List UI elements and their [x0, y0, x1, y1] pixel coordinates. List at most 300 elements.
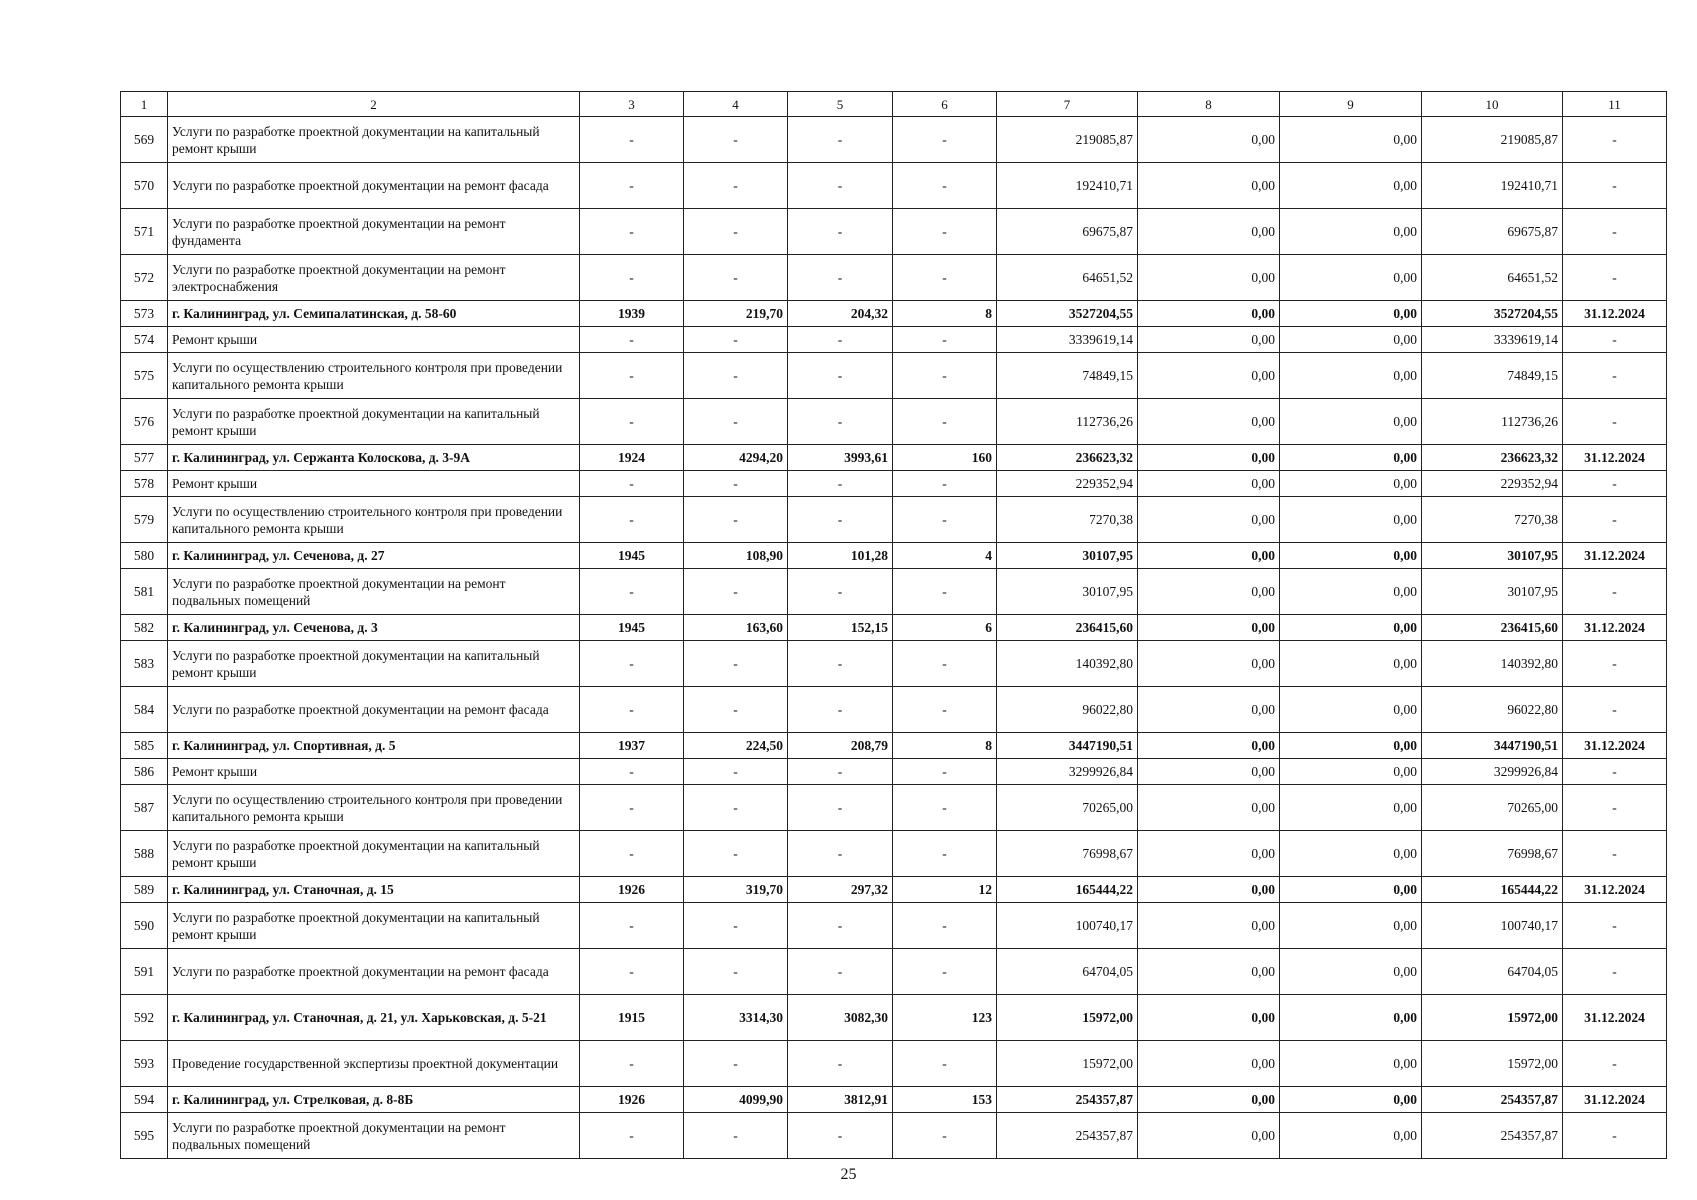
row-number: 569 — [121, 117, 168, 163]
cell-area-living: 101,28 — [788, 543, 893, 569]
cell-own-cost: 15972,00 — [1422, 995, 1563, 1041]
cell-fund-cost: 0,00 — [1138, 877, 1280, 903]
column-number: 6 — [893, 92, 997, 117]
work-name: Услуги по разработке проектной документации на капитальный ремонт крыши — [168, 117, 580, 163]
cell-area-total: - — [684, 399, 788, 445]
cell-budget-cost: 0,00 — [1280, 327, 1422, 353]
row-number: 573 — [121, 301, 168, 327]
cell-total-cost: 3447190,51 — [997, 733, 1138, 759]
cell-residents: - — [893, 949, 997, 995]
work-row — [121, 471, 1667, 497]
cell-residents: - — [893, 163, 997, 209]
address-row — [121, 543, 1667, 569]
cell-budget-cost: 0,00 — [1280, 733, 1422, 759]
cell-area-total: 4099,90 — [684, 1087, 788, 1113]
cell-deadline: 31.12.2024 — [1563, 995, 1667, 1041]
cell-own-cost: 100740,17 — [1422, 903, 1563, 949]
cell-deadline: 31.12.2024 — [1563, 445, 1667, 471]
cell-total-cost: 3299926,84 — [997, 759, 1138, 785]
row-number: 586 — [121, 759, 168, 785]
cell-residents: - — [893, 1113, 997, 1159]
work-name: Услуги по разработке проектной документации на капитальный ремонт крыши — [168, 399, 580, 445]
cell-own-cost: 70265,00 — [1422, 785, 1563, 831]
cell-deadline: - — [1563, 785, 1667, 831]
cell-residents: 160 — [893, 445, 997, 471]
cell-total-cost: 236415,60 — [997, 615, 1138, 641]
cell-fund-cost: 0,00 — [1138, 399, 1280, 445]
row-number: 575 — [121, 353, 168, 399]
cell-deadline: 31.12.2024 — [1563, 877, 1667, 903]
cell-year: - — [580, 1041, 684, 1087]
column-number: 3 — [580, 92, 684, 117]
cell-total-cost: 192410,71 — [997, 163, 1138, 209]
cell-area-living: 204,32 — [788, 301, 893, 327]
cell-year: - — [580, 641, 684, 687]
work-row — [121, 949, 1667, 995]
cell-fund-cost: 0,00 — [1138, 163, 1280, 209]
work-name: Ремонт крыши — [168, 759, 580, 785]
cell-fund-cost: 0,00 — [1138, 687, 1280, 733]
cell-area-living: - — [788, 785, 893, 831]
cell-area-living: - — [788, 471, 893, 497]
column-number: 1 — [121, 92, 168, 117]
cell-area-total: 219,70 — [684, 301, 788, 327]
cell-budget-cost: 0,00 — [1280, 569, 1422, 615]
cell-area-total: 4294,20 — [684, 445, 788, 471]
cell-budget-cost: 0,00 — [1280, 831, 1422, 877]
cell-residents: 123 — [893, 995, 997, 1041]
work-name: Услуги по разработке проектной документации на капитальный ремонт крыши — [168, 641, 580, 687]
cell-total-cost: 7270,38 — [997, 497, 1138, 543]
work-row — [121, 641, 1667, 687]
cell-year: 1915 — [580, 995, 684, 1041]
work-row — [121, 831, 1667, 877]
cell-year: - — [580, 949, 684, 995]
cell-fund-cost: 0,00 — [1138, 785, 1280, 831]
cell-total-cost: 236623,32 — [997, 445, 1138, 471]
cell-year: - — [580, 471, 684, 497]
cell-total-cost: 140392,80 — [997, 641, 1138, 687]
work-row — [121, 759, 1667, 785]
cell-fund-cost: 0,00 — [1138, 445, 1280, 471]
cell-deadline: - — [1563, 163, 1667, 209]
cell-own-cost: 64651,52 — [1422, 255, 1563, 301]
cell-area-total: - — [684, 497, 788, 543]
cell-deadline: - — [1563, 399, 1667, 445]
cell-year: - — [580, 569, 684, 615]
cell-own-cost: 192410,71 — [1422, 163, 1563, 209]
cell-deadline: 31.12.2024 — [1563, 615, 1667, 641]
cell-year: - — [580, 785, 684, 831]
work-row — [121, 687, 1667, 733]
address-row — [121, 615, 1667, 641]
cell-total-cost: 30107,95 — [997, 543, 1138, 569]
cell-total-cost: 100740,17 — [997, 903, 1138, 949]
cell-residents: 6 — [893, 615, 997, 641]
work-row — [121, 255, 1667, 301]
cell-budget-cost: 0,00 — [1280, 497, 1422, 543]
work-name: Услуги по разработке проектной документации на ремонт подвальных помещений — [168, 569, 580, 615]
table-body — [121, 92, 1667, 1159]
cell-year: - — [580, 903, 684, 949]
work-name: Ремонт крыши — [168, 471, 580, 497]
cell-area-living: - — [788, 255, 893, 301]
cell-area-total: - — [684, 353, 788, 399]
cell-own-cost: 236623,32 — [1422, 445, 1563, 471]
work-row — [121, 327, 1667, 353]
cell-own-cost: 15972,00 — [1422, 1041, 1563, 1087]
work-row — [121, 569, 1667, 615]
cell-area-total: - — [684, 641, 788, 687]
row-number: 593 — [121, 1041, 168, 1087]
cell-residents: - — [893, 209, 997, 255]
cell-total-cost: 3339619,14 — [997, 327, 1138, 353]
cell-area-total: - — [684, 759, 788, 785]
cell-deadline: - — [1563, 1113, 1667, 1159]
cell-area-living: - — [788, 831, 893, 877]
row-number: 574 — [121, 327, 168, 353]
cell-area-total: 224,50 — [684, 733, 788, 759]
work-name: Услуги по разработке проектной документации на ремонт фасада — [168, 163, 580, 209]
cell-own-cost: 69675,87 — [1422, 209, 1563, 255]
cell-area-living: - — [788, 163, 893, 209]
row-number: 579 — [121, 497, 168, 543]
cell-residents: - — [893, 117, 997, 163]
cell-area-living: - — [788, 497, 893, 543]
row-number: 585 — [121, 733, 168, 759]
row-number: 589 — [121, 877, 168, 903]
work-row — [121, 117, 1667, 163]
address-name: г. Калининград, ул. Спортивная, д. 5 — [168, 733, 580, 759]
cell-year: - — [580, 759, 684, 785]
work-name: Услуги по разработке проектной документации на капитальный ремонт крыши — [168, 903, 580, 949]
row-number: 576 — [121, 399, 168, 445]
cell-own-cost: 3527204,55 — [1422, 301, 1563, 327]
cell-own-cost: 64704,05 — [1422, 949, 1563, 995]
cell-year: 1937 — [580, 733, 684, 759]
cell-fund-cost: 0,00 — [1138, 353, 1280, 399]
work-name: Услуги по разработке проектной документации на ремонт подвальных помещений — [168, 1113, 580, 1159]
column-number: 5 — [788, 92, 893, 117]
cell-deadline: - — [1563, 687, 1667, 733]
cell-year: - — [580, 353, 684, 399]
cell-fund-cost: 0,00 — [1138, 733, 1280, 759]
cell-total-cost: 219085,87 — [997, 117, 1138, 163]
cell-year: - — [580, 399, 684, 445]
cell-deadline: - — [1563, 209, 1667, 255]
cell-residents: - — [893, 399, 997, 445]
cell-deadline: - — [1563, 497, 1667, 543]
cell-budget-cost: 0,00 — [1280, 785, 1422, 831]
cell-total-cost: 69675,87 — [997, 209, 1138, 255]
cell-area-living: - — [788, 759, 893, 785]
cell-deadline: - — [1563, 255, 1667, 301]
column-number: 10 — [1422, 92, 1563, 117]
work-name: Услуги по разработке проектной документации на ремонт электроснабжения — [168, 255, 580, 301]
cell-total-cost: 3527204,55 — [997, 301, 1138, 327]
cell-year: 1924 — [580, 445, 684, 471]
cell-residents: 8 — [893, 733, 997, 759]
cell-own-cost: 3447190,51 — [1422, 733, 1563, 759]
column-number: 8 — [1138, 92, 1280, 117]
cell-area-living: - — [788, 641, 893, 687]
cell-area-living: 297,32 — [788, 877, 893, 903]
cell-year: - — [580, 327, 684, 353]
work-row — [121, 785, 1667, 831]
cell-residents: - — [893, 353, 997, 399]
row-number: 578 — [121, 471, 168, 497]
cell-residents: - — [893, 687, 997, 733]
cell-residents: 8 — [893, 301, 997, 327]
cell-total-cost: 15972,00 — [997, 995, 1138, 1041]
column-numbers-row — [121, 92, 1667, 117]
cell-residents: - — [893, 497, 997, 543]
cell-residents: - — [893, 1041, 997, 1087]
cell-residents: 153 — [893, 1087, 997, 1113]
address-name: г. Калининград, ул. Станочная, д. 21, ул. Харьковская, д. 5-21 — [168, 995, 580, 1041]
work-name: Услуги по разработке проектной документации на ремонт фундамента — [168, 209, 580, 255]
cell-fund-cost: 0,00 — [1138, 615, 1280, 641]
cell-total-cost: 254357,87 — [997, 1087, 1138, 1113]
cell-fund-cost: 0,00 — [1138, 327, 1280, 353]
cell-budget-cost: 0,00 — [1280, 1113, 1422, 1159]
cell-own-cost: 30107,95 — [1422, 569, 1563, 615]
address-row — [121, 445, 1667, 471]
cell-budget-cost: 0,00 — [1280, 949, 1422, 995]
cell-deadline: - — [1563, 1041, 1667, 1087]
cell-residents: - — [893, 759, 997, 785]
cell-budget-cost: 0,00 — [1280, 209, 1422, 255]
cell-budget-cost: 0,00 — [1280, 471, 1422, 497]
cell-fund-cost: 0,00 — [1138, 569, 1280, 615]
cell-area-living: - — [788, 327, 893, 353]
cell-residents: - — [893, 903, 997, 949]
address-row — [121, 995, 1667, 1041]
cell-own-cost: 140392,80 — [1422, 641, 1563, 687]
row-number: 594 — [121, 1087, 168, 1113]
cell-budget-cost: 0,00 — [1280, 163, 1422, 209]
cell-area-total: - — [684, 831, 788, 877]
work-row — [121, 1113, 1667, 1159]
cell-fund-cost: 0,00 — [1138, 209, 1280, 255]
cell-budget-cost: 0,00 — [1280, 615, 1422, 641]
cell-area-total: - — [684, 117, 788, 163]
address-name: г. Калининград, ул. Сеченова, д. 3 — [168, 615, 580, 641]
address-name: г. Калининград, ул. Сеченова, д. 27 — [168, 543, 580, 569]
cell-own-cost: 254357,87 — [1422, 1087, 1563, 1113]
cell-deadline: 31.12.2024 — [1563, 1087, 1667, 1113]
cell-fund-cost: 0,00 — [1138, 1113, 1280, 1159]
cell-area-living: - — [788, 1041, 893, 1087]
cell-residents: 12 — [893, 877, 997, 903]
address-name: г. Калининград, ул. Сержанта Колоскова, д. 3-9А — [168, 445, 580, 471]
cell-own-cost: 30107,95 — [1422, 543, 1563, 569]
cell-area-total: - — [684, 1113, 788, 1159]
cell-area-total: - — [684, 569, 788, 615]
cell-deadline: - — [1563, 327, 1667, 353]
cell-year: 1945 — [580, 543, 684, 569]
work-row — [121, 353, 1667, 399]
cell-own-cost: 112736,26 — [1422, 399, 1563, 445]
cell-area-living: - — [788, 949, 893, 995]
cell-total-cost: 112736,26 — [997, 399, 1138, 445]
row-number: 583 — [121, 641, 168, 687]
cell-fund-cost: 0,00 — [1138, 995, 1280, 1041]
cell-total-cost: 74849,15 — [997, 353, 1138, 399]
cell-year: - — [580, 687, 684, 733]
cell-deadline: - — [1563, 831, 1667, 877]
row-number: 571 — [121, 209, 168, 255]
row-number: 580 — [121, 543, 168, 569]
column-number: 11 — [1563, 92, 1667, 117]
cell-area-living: - — [788, 903, 893, 949]
cell-fund-cost: 0,00 — [1138, 641, 1280, 687]
row-number: 592 — [121, 995, 168, 1041]
row-number: 582 — [121, 615, 168, 641]
cell-deadline: - — [1563, 759, 1667, 785]
cell-total-cost: 96022,80 — [997, 687, 1138, 733]
address-row — [121, 877, 1667, 903]
cell-residents: - — [893, 569, 997, 615]
cell-area-total: - — [684, 327, 788, 353]
cell-area-living: 3082,30 — [788, 995, 893, 1041]
cell-year: 1926 — [580, 877, 684, 903]
column-number: 2 — [168, 92, 580, 117]
work-name: Услуги по разработке проектной документации на капитальный ремонт крыши — [168, 831, 580, 877]
cell-residents: - — [893, 471, 997, 497]
cell-year: 1939 — [580, 301, 684, 327]
cell-own-cost: 74849,15 — [1422, 353, 1563, 399]
row-number: 572 — [121, 255, 168, 301]
address-name: г. Калининград, ул. Стрелковая, д. 8-8Б — [168, 1087, 580, 1113]
cell-area-living: 208,79 — [788, 733, 893, 759]
cell-total-cost: 64651,52 — [997, 255, 1138, 301]
cell-budget-cost: 0,00 — [1280, 877, 1422, 903]
cell-fund-cost: 0,00 — [1138, 949, 1280, 995]
cell-residents: - — [893, 831, 997, 877]
cell-budget-cost: 0,00 — [1280, 353, 1422, 399]
work-name: Услуги по разработке проектной документации на ремонт фасада — [168, 687, 580, 733]
cell-area-living: 152,15 — [788, 615, 893, 641]
cell-budget-cost: 0,00 — [1280, 399, 1422, 445]
cell-budget-cost: 0,00 — [1280, 301, 1422, 327]
cell-own-cost: 254357,87 — [1422, 1113, 1563, 1159]
cell-fund-cost: 0,00 — [1138, 497, 1280, 543]
row-number: 577 — [121, 445, 168, 471]
cell-area-living: - — [788, 687, 893, 733]
cell-budget-cost: 0,00 — [1280, 543, 1422, 569]
row-number: 588 — [121, 831, 168, 877]
work-name: Услуги по осуществлению строительного контроля при проведении капитального ремонта крыши — [168, 353, 580, 399]
cell-deadline: - — [1563, 641, 1667, 687]
cell-year: - — [580, 497, 684, 543]
cell-deadline: - — [1563, 471, 1667, 497]
cell-fund-cost: 0,00 — [1138, 1041, 1280, 1087]
work-row — [121, 1041, 1667, 1087]
address-name: г. Калининград, ул. Семипалатинская, д. 58-60 — [168, 301, 580, 327]
work-name: Услуги по осуществлению строительного контроля при проведении капитального ремонта крыши — [168, 785, 580, 831]
cell-area-living: - — [788, 117, 893, 163]
cell-deadline: 31.12.2024 — [1563, 301, 1667, 327]
cell-deadline: - — [1563, 569, 1667, 615]
cell-area-living: - — [788, 1113, 893, 1159]
cell-budget-cost: 0,00 — [1280, 759, 1422, 785]
work-name: Услуги по осуществлению строительного контроля при проведении капитального ремонта крыши — [168, 497, 580, 543]
cell-area-total: 108,90 — [684, 543, 788, 569]
cell-year: - — [580, 1113, 684, 1159]
cell-own-cost: 3299926,84 — [1422, 759, 1563, 785]
cell-own-cost: 236415,60 — [1422, 615, 1563, 641]
cell-fund-cost: 0,00 — [1138, 117, 1280, 163]
cell-year: - — [580, 209, 684, 255]
cell-deadline: - — [1563, 949, 1667, 995]
cell-residents: - — [893, 785, 997, 831]
work-name: Ремонт крыши — [168, 327, 580, 353]
cell-total-cost: 15972,00 — [997, 1041, 1138, 1087]
column-number: 7 — [997, 92, 1138, 117]
cell-year: 1945 — [580, 615, 684, 641]
cell-year: - — [580, 163, 684, 209]
address-row — [121, 1087, 1667, 1113]
work-row — [121, 399, 1667, 445]
cell-year: - — [580, 117, 684, 163]
cell-own-cost: 229352,94 — [1422, 471, 1563, 497]
cell-own-cost: 3339619,14 — [1422, 327, 1563, 353]
cell-budget-cost: 0,00 — [1280, 117, 1422, 163]
cell-area-living: 3993,61 — [788, 445, 893, 471]
cell-own-cost: 7270,38 — [1422, 497, 1563, 543]
cell-total-cost: 254357,87 — [997, 1113, 1138, 1159]
cell-total-cost: 64704,05 — [997, 949, 1138, 995]
cell-area-total: 319,70 — [684, 877, 788, 903]
cell-residents: - — [893, 641, 997, 687]
row-number: 590 — [121, 903, 168, 949]
cell-budget-cost: 0,00 — [1280, 903, 1422, 949]
cell-area-living: 3812,91 — [788, 1087, 893, 1113]
cell-fund-cost: 0,00 — [1138, 471, 1280, 497]
cell-deadline: - — [1563, 117, 1667, 163]
cell-area-total: - — [684, 687, 788, 733]
cell-residents: 4 — [893, 543, 997, 569]
cell-year: - — [580, 255, 684, 301]
cell-area-total: 163,60 — [684, 615, 788, 641]
cell-area-total: - — [684, 163, 788, 209]
cell-deadline: - — [1563, 353, 1667, 399]
cell-deadline: 31.12.2024 — [1563, 543, 1667, 569]
works-table — [120, 91, 1667, 1159]
cell-fund-cost: 0,00 — [1138, 903, 1280, 949]
cell-budget-cost: 0,00 — [1280, 995, 1422, 1041]
row-number: 587 — [121, 785, 168, 831]
cell-year: 1926 — [580, 1087, 684, 1113]
address-row — [121, 301, 1667, 327]
cell-year: - — [580, 831, 684, 877]
cell-area-total: - — [684, 949, 788, 995]
cell-area-total: - — [684, 903, 788, 949]
cell-area-living: - — [788, 569, 893, 615]
cell-total-cost: 30107,95 — [997, 569, 1138, 615]
cell-budget-cost: 0,00 — [1280, 1041, 1422, 1087]
work-row — [121, 209, 1667, 255]
cell-area-living: - — [788, 399, 893, 445]
cell-area-total: - — [684, 785, 788, 831]
cell-fund-cost: 0,00 — [1138, 831, 1280, 877]
cell-total-cost: 229352,94 — [997, 471, 1138, 497]
row-number: 595 — [121, 1113, 168, 1159]
page-number: 25 — [840, 1166, 857, 1183]
cell-area-total: 3314,30 — [684, 995, 788, 1041]
cell-area-total: - — [684, 209, 788, 255]
